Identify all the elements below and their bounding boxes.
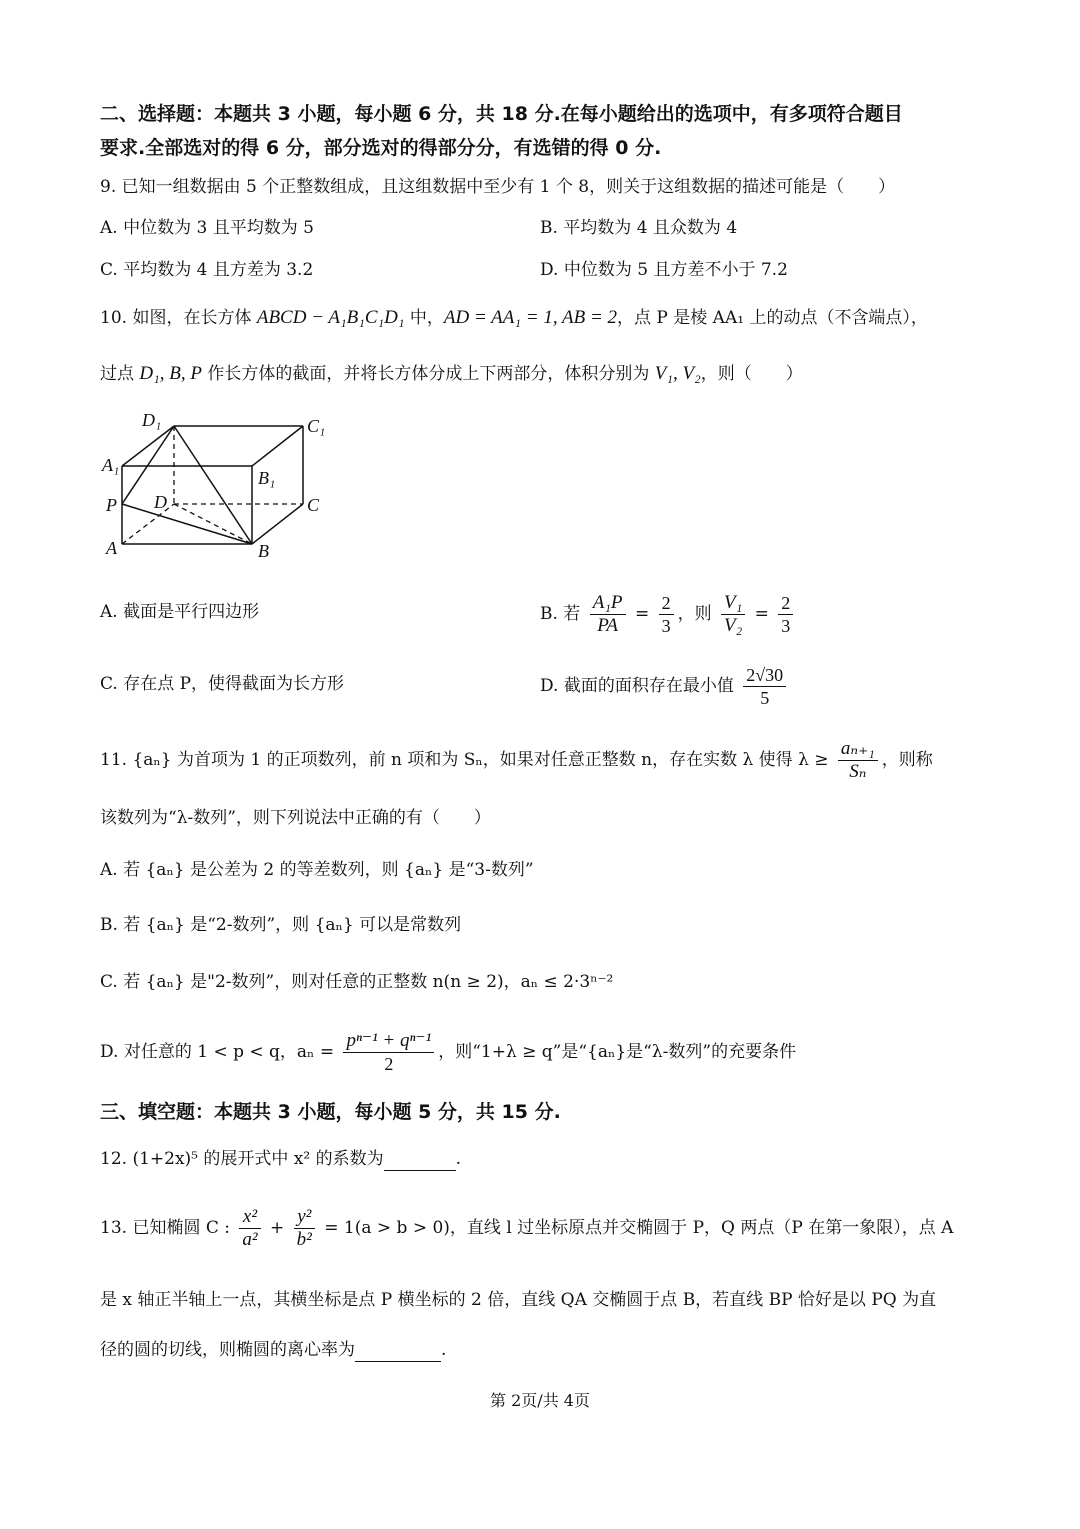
q10-b-frac3-num: V₁ [721, 592, 745, 615]
label-c: C [307, 495, 320, 515]
q10-b-pre: B. 若 [540, 604, 586, 624]
q11-frac-num: aₙ₊₁ [838, 738, 878, 761]
q10-d-pre: D. 截面的面积存在最小值 [540, 676, 740, 696]
q13-frac-x-num: x² [239, 1206, 260, 1229]
q13-stem-line1 [100, 1200, 953, 1256]
q10-b-eq1: = [629, 604, 655, 624]
q13-frac-x-den: a² [242, 1229, 258, 1250]
q13-frac-x [239, 1206, 260, 1251]
q10-text-2b: 作长方体的截面，并将长方体分成上下两部分，体积分别为 [201, 364, 655, 384]
q11-d-post: ，则“1+λ ≥ q”是“{aₙ}是“λ-数列”的充要条件 [438, 1042, 797, 1062]
q12-post: . [455, 1149, 462, 1169]
section2-header-line1: 二、选择题：本题共 3 小题，每小题 6 分，共 18 分.在每小题给出的选项中，有多项符合题目 [100, 103, 903, 125]
q11-d-pre: D. 对任意的 1 < p < q，aₙ = [100, 1042, 340, 1062]
q13-frac-y-num: y² [294, 1206, 315, 1229]
edge-b1-c1 [252, 426, 303, 466]
section3-header: 三、填空题：本题共 3 小题，每小题 5 分，共 15 分. [100, 1101, 561, 1123]
q11-text-1a: 11. {aₙ} 为首项为 1 的正项数列，前 n 项和为 Sₙ，如果对任意正整数 n，存在实数 λ 使得 λ ≥ [100, 750, 834, 770]
q13-stem-line2: 是 x 轴正半轴上一点，其横坐标是点 P 横坐标的 2 倍，直线 QA 交椭圆于点 B，若直线 BP 恰好是以 PQ 为直 [100, 1290, 937, 1310]
q13-plus: + [264, 1218, 290, 1238]
q10-option-b [540, 586, 797, 642]
section2-header-line2: 要求.全部选对的得 6 分，部分选对的得部分分，有选错的得 0 分. [100, 137, 662, 159]
q11-stem-line1 [100, 732, 933, 788]
q10-b-frac3-den: V₂ [724, 615, 743, 636]
q12-answer-blank[interactable] [384, 1152, 456, 1171]
q10-text-2a: 过点 [100, 364, 140, 384]
q11-d-frac-den: 2 [384, 1054, 394, 1074]
label-b1: B₁ [258, 468, 276, 488]
q13-text-1a: 13. 已知椭圆 C : [100, 1218, 236, 1238]
q11-d-frac [343, 1030, 434, 1075]
q10-stem-line2 [100, 362, 803, 386]
q10-option-c: C. 存在点 P，使得截面为长方形 [100, 674, 345, 694]
label-d1: D₁ [142, 410, 162, 430]
q10-b-frac2 [659, 592, 674, 637]
page-footer: 第 2页/共 4页 [490, 1391, 590, 1410]
q11-stem-line2: 该数列为“λ-数列”，则下列说法中正确的有（ ） [100, 808, 491, 828]
q10-text-2c: ，则（ ） [700, 364, 803, 384]
q10-b-frac2-den: 3 [661, 616, 671, 636]
q9-option-b: B. 平均数为 4 且众数为 4 [540, 218, 738, 238]
q10-option-d [540, 658, 790, 714]
edge-b-c [252, 504, 303, 544]
q13-post: . [441, 1340, 447, 1360]
q11-option-b: B. 若 {aₙ} 是“2-数列”，则 {aₙ} 可以是常数列 [100, 915, 462, 935]
label-b: B [258, 541, 269, 561]
q10-b-frac4-num: 2 [778, 592, 793, 615]
q13-answer-blank[interactable] [355, 1343, 441, 1362]
label-p: P [106, 495, 117, 515]
q10-expr-volumes: V₁, V₂ [654, 363, 701, 384]
label-d: D [154, 492, 167, 512]
q10-b-frac2-num: 2 [659, 592, 674, 615]
q10-b-frac1-num: A₁P [590, 592, 626, 615]
q10-option-a: A. 截面是平行四边形 [100, 602, 260, 622]
label-a1: A₁ [102, 455, 120, 475]
q13-text-1b: = 1(a > b > 0)，直线 l 过坐标原点并交椭圆于 P，Q 两点（P 在第一象限），点 A [318, 1218, 954, 1238]
q10-d-frac-den: 5 [760, 688, 770, 708]
q10-b-frac4-den: 3 [781, 616, 791, 636]
q11-option-a: A. 若 {aₙ} 是公差为 2 的等差数列，则 {aₙ} 是“3-数列” [100, 860, 534, 880]
q10-expr-lengths: AD = AA₁ = 1, AB = 2 [443, 307, 618, 328]
q11-frac [838, 738, 878, 783]
q10-text-1a: 10. 如图，在长方体 [100, 308, 257, 328]
q12-stem [100, 1147, 461, 1171]
segment-p-b [122, 504, 252, 544]
q9-option-d: D. 中位数为 5 且方差不小于 7.2 [540, 260, 788, 280]
q9-stem: 9. 已知一组数据由 5 个正整数组成，且这组数据中至少有 1 个 8，则关于这组数据的描述可能是（ ） [100, 177, 896, 197]
q10-b-mid: ，则 [677, 604, 718, 624]
q10-b-frac4 [778, 592, 793, 637]
q9-option-c: C. 平均数为 4 且方差为 3.2 [100, 260, 314, 280]
q11-text-1b: ，则称 [881, 750, 933, 770]
q13-text-3: 径的圆的切线，则椭圆的离心率为 [100, 1340, 355, 1360]
q10-b-frac1-den: PA [597, 615, 619, 636]
q10-text-1c: ，点 P 是棱 AA₁ 上的动点（不含端点）， [617, 308, 928, 328]
label-c1: C₁ [307, 416, 326, 436]
cuboid-figure [96, 404, 346, 568]
q11-d-frac-num: pⁿ⁻¹ + qⁿ⁻¹ [343, 1030, 434, 1053]
q10-text-1b: 中， [404, 308, 444, 328]
q13-stem-line3 [100, 1338, 446, 1362]
q10-expr-cuboid: ABCD − A₁B₁C₁D₁ [256, 307, 405, 328]
q13-frac-y-den: b² [296, 1229, 312, 1250]
q10-d-frac-num: 2√30 [743, 664, 786, 687]
q10-b-eq2: = [749, 604, 775, 624]
q10-b-frac1 [590, 592, 626, 637]
q11-option-d [100, 1024, 796, 1080]
q12-text: 12. (1+2x)⁵ 的展开式中 x² 的系数为 [100, 1149, 384, 1169]
label-a: A [106, 538, 117, 558]
q10-stem-line1 [100, 306, 928, 330]
q10-d-frac [743, 664, 786, 709]
edge-a1-d1 [122, 426, 174, 466]
segment-d1-b [174, 426, 252, 544]
q13-frac-y [294, 1206, 315, 1251]
q11-frac-den: Sₙ [849, 761, 867, 782]
q10-b-frac3 [721, 592, 745, 637]
q10-expr-points: D₁, B, P [139, 363, 202, 384]
q11-option-c: C. 若 {aₙ} 是"2-数列”，则对任意的正整数 n(n ≥ 2)，aₙ ≤ 2·3ⁿ⁻² [100, 972, 614, 992]
q9-option-a: A. 中位数为 3 且平均数为 5 [100, 218, 314, 238]
